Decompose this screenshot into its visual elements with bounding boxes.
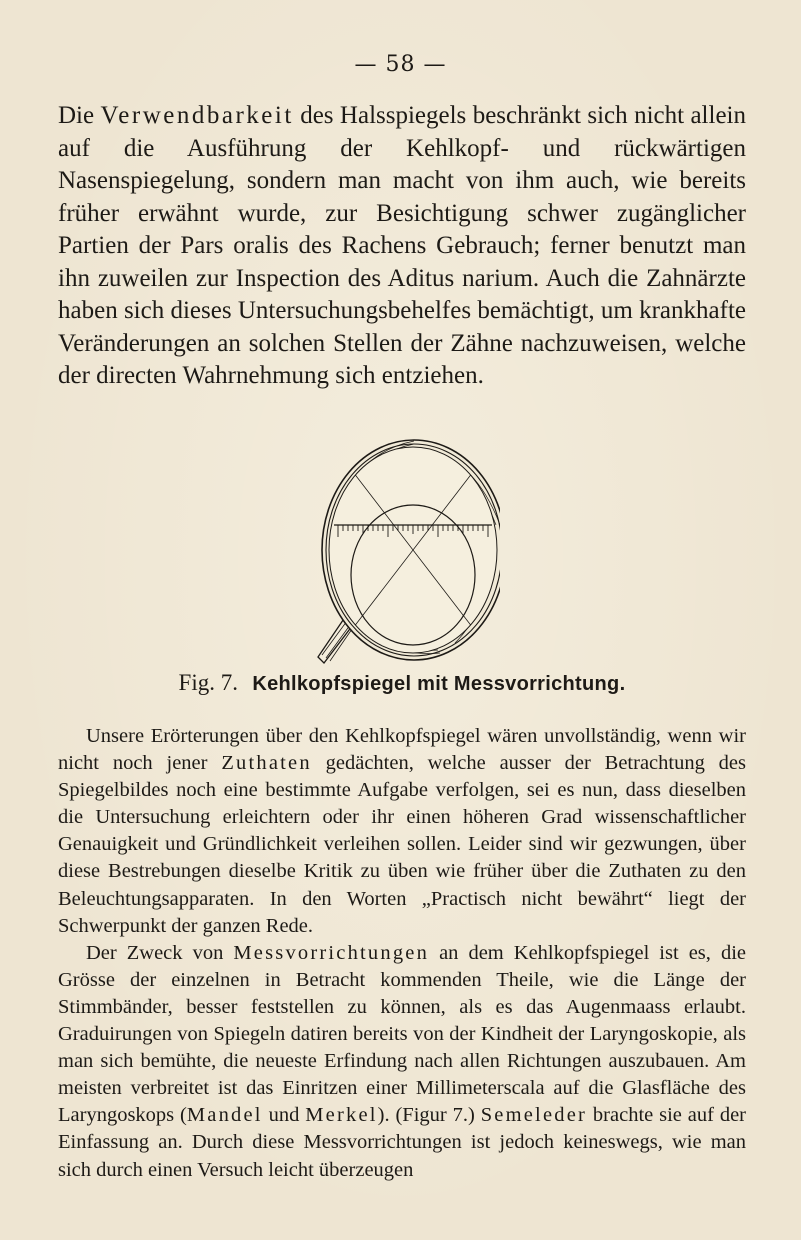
body-text-small <box>58 723 746 1184</box>
figure-caption <box>58 670 746 696</box>
paragraph-zuthaten: Unsere Erörterungen über den Kehlkopfspiegel wären unvollständig, wenn wir nicht noch jener Zuthaten gedächten, welche ausser der Betrachtung des Spiegelbildes noch eine bestimmte Aufgabe verfolgen, sei es nun, dass dieselben die Untersuchung erleichtern oder ihr einen höheren Grad wissenschaftlicher Genauigkeit und Gründlichkeit verleihen sollen. Leider sind wir gezwungen, über diese Bestrebungen dieselbe Kritik zu üben wie früher über die Zuthaten zu den Beleuchtungsapparaten. In den Worten „Practisch nicht bewährt“ liegt der Schwerpunkt der ganzen Rede. <box>58 725 747 937</box>
emphasis-mandel: Mandel <box>186 1104 263 1127</box>
figure-label: Fig. 7. <box>178 670 238 695</box>
figure-mirror-with-scale <box>0 425 801 665</box>
emphasis-verwendbarkeit: Verwendbarkeit <box>100 102 294 129</box>
emphasis-messvorrichtungen: Messvorrichtungen <box>233 941 430 964</box>
paragraph-usage: Die Verwendbarkeit des Halsspiegels beschränkt sich nicht allein auf die Ausführung der Kehlkopf- und rückwärtigen Nasenspiegelung, sondern man macht von ihm auch, wie bereits früher erwähnt wurde, zur Besichtigung schwer zugänglicher Partien der Pars oralis des Rachens Gebrauch; ferner benutzt man ihn zuweilen zur Inspection des Aditus narium. Auch die Zahnärzte haben sich dieses Untersuchungsbehelfes bemächtigt, um krankhafte Veränderungen an solchen Stellen der Zähne nachzuweisen, welche der directen Wahrnehmung sich entziehen. <box>58 102 746 389</box>
emphasis-zuthaten: Zuthaten <box>221 752 312 775</box>
paragraph-messvorrichtungen: Der Zweck von Messvorrichtungen an dem Kehlkopfspiegel ist es, die Grösse der einzelnen in Betracht kommenden Theile, wie die Länge der Stimmbänder, besser feststellen zu können, als es das Augenmaass erlaubt. Graduirungen von Spiegeln datiren bereits von der Kindheit der Laryngoskopie, als man sich bemühte, die neueste Erfindung nach allen Richtungen auszubauen. Am meisten verbreitet ist das Einritzen einer Millimeterscala auf die Glasfläche des Laryngoskops (Mandel und Merkel). (Figur 7.) Semeleder brachte sie auf der Einfassung an. Durch diese Messvorrichtungen ist jedoch keineswegs, wie man sich durch einen Versuch leicht überzeugen <box>58 941 747 1181</box>
page-number: — 58 — <box>354 52 447 77</box>
emphasis-merkel: Merkel <box>305 1104 378 1127</box>
laryngoscope-mirror-illustration <box>310 425 500 665</box>
emphasis-semeleder: Semeleder <box>480 1104 588 1127</box>
figure-title: Kehlkopfspiegel mit Messvorrichtung. <box>252 673 626 695</box>
